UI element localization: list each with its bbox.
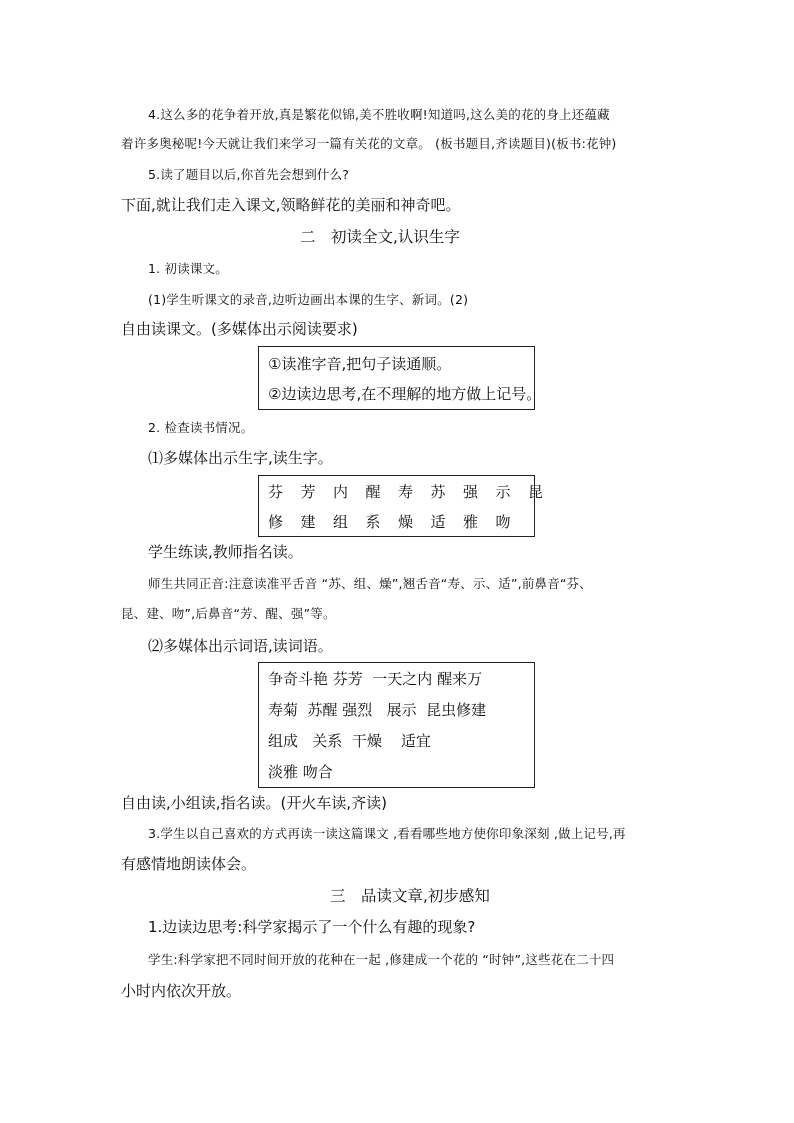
char: 系 xyxy=(365,513,381,531)
char: 芳 xyxy=(300,483,316,501)
char: 吻 xyxy=(495,513,511,531)
step1-sub2: 自由读课文。(多媒体出示阅读要求) xyxy=(121,320,358,338)
char: 寿 xyxy=(398,483,414,501)
chars-row-2 xyxy=(268,515,528,530)
step2-sub1: ⑴多媒体出示生字,读生字。 xyxy=(148,449,333,467)
question-1: 1.边读边思考:科学家揭示了一个什么有趣的现象? xyxy=(148,918,476,936)
practice-text: 学生练读,教师指名读。 xyxy=(148,543,303,561)
char: 昆 xyxy=(528,483,544,501)
item4-line2: 着许多奥秘呢!今天就让我们来学习一篇有关花的文章。 (板书题目,齐读题目)(板书:花钟) xyxy=(121,136,617,151)
chars-row-1 xyxy=(268,485,561,500)
char: 雅 xyxy=(463,513,479,531)
answer-line1: 学生:科学家把不同时间开放的花种在一起 ,修建成一个花的 “时钟”,这些花在二十四 xyxy=(148,952,615,967)
words-row-3: 组成 关系 干燥 适宜 xyxy=(268,732,431,750)
char: 苏 xyxy=(430,483,446,501)
answer-line2: 小时内依次开放。 xyxy=(121,982,242,1000)
step3-line2: 有感情地朗读体会。 xyxy=(121,855,257,873)
correction-line1: 师生共同正音:注意读准平舌音 “苏、组、燥”,翘舌音“寿、示、适”,前鼻音“芬、 xyxy=(148,576,593,591)
step3-line1: 3.学生以自己喜欢的方式再读一读这篇课文 ,看看哪些地方使你印象深刻 ,做上记号,再 xyxy=(148,826,626,841)
step2-sub2: ⑵多媒体出示词语,读词语。 xyxy=(148,637,333,655)
char: 芬 xyxy=(268,483,284,501)
char: 建 xyxy=(300,513,316,531)
correction-line2: 昆、建、吻”,后鼻音“芳、醒、强”等。 xyxy=(121,606,336,621)
reading-requirements-box xyxy=(258,346,542,410)
item4-line1: 4.这么多的花争着开放,真是繁花似锦,美不胜收啊!知道吗,这么美的花的身上还蕴藏 xyxy=(148,107,610,122)
item5: 5.读了题目以后,你首先会想到什么? xyxy=(148,167,350,182)
step1-title: 1. 初读课文。 xyxy=(148,261,228,276)
section3-heading: 三 品读文章,初步感知 xyxy=(330,887,490,905)
char: 燥 xyxy=(398,513,414,531)
char: 适 xyxy=(430,513,446,531)
section2-heading: 二 初读全文,认识生字 xyxy=(300,228,460,246)
char: 内 xyxy=(333,483,349,501)
words-box xyxy=(258,662,535,788)
char: 示 xyxy=(495,483,511,501)
requirement-2: ②边读边思考,在不理解的地方做上记号。 xyxy=(268,385,542,403)
char: 组 xyxy=(333,513,349,531)
reading-methods: 自由读,小组读,指名读。(开火车读,齐读) xyxy=(121,794,388,812)
new-characters-box xyxy=(258,475,544,537)
words-row-4: 淡雅 吻合 xyxy=(268,763,333,781)
transition-text: 下面,就让我们走入课文,领略鲜花的美丽和神奇吧。 xyxy=(121,196,461,214)
char: 醒 xyxy=(365,483,381,501)
step1-sub1: (1)学生听课文的录音,边听边画出本课的生字、新词。(2) xyxy=(148,292,469,307)
char: 强 xyxy=(463,483,479,501)
step2-title: 2. 检查读书情况。 xyxy=(148,420,254,435)
char: 修 xyxy=(268,513,284,531)
words-row-2: 寿菊 苏醒 强烈 展示 昆虫修建 xyxy=(268,701,487,719)
words-row-1: 争奇斗艳 芬芳 一天之内 醒来万 xyxy=(268,670,483,688)
requirement-1: ①读准字音,把句子读通顺。 xyxy=(268,355,452,373)
